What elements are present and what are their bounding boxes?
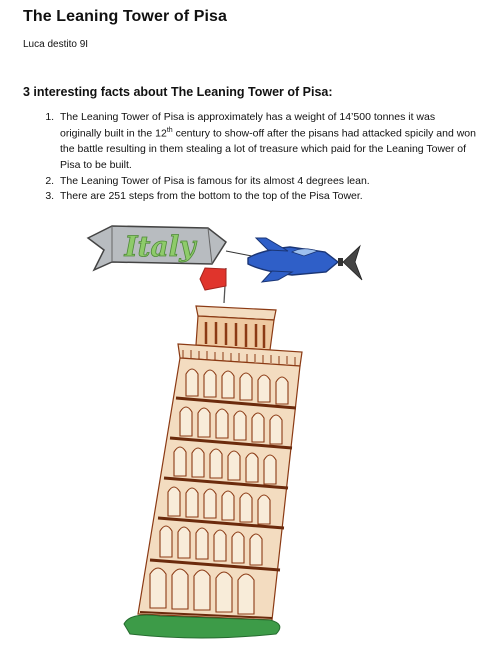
italy-banner xyxy=(88,226,226,270)
fact-item: 2. The Leaning Tower of Pisa is famous for its almost 4 degrees lean. xyxy=(57,174,477,190)
leaning-tower xyxy=(138,306,302,620)
page-title: The Leaning Tower of Pisa xyxy=(23,8,228,25)
airplane-icon xyxy=(248,238,362,282)
facts-heading: 3 interesting facts about The Leaning Tower of Pisa: xyxy=(23,85,333,99)
red-flag xyxy=(200,268,226,303)
banner-text: Italy xyxy=(124,230,196,263)
fact-item: 1. The Leaning Tower of Pisa is approximately has a weight of 14’500 tonnes it was originally built in the 12th century to show-off after the pisans had attacked spicily and won the battle resulting in them stealing a lot of treasure which paid for the Leaning Tower of Pisa to be built. xyxy=(57,110,477,174)
author-line: Luca destito 9I xyxy=(23,39,89,50)
fact-item: 3. There are 251 steps from the bottom to the top of the Pisa Tower. xyxy=(57,189,477,205)
